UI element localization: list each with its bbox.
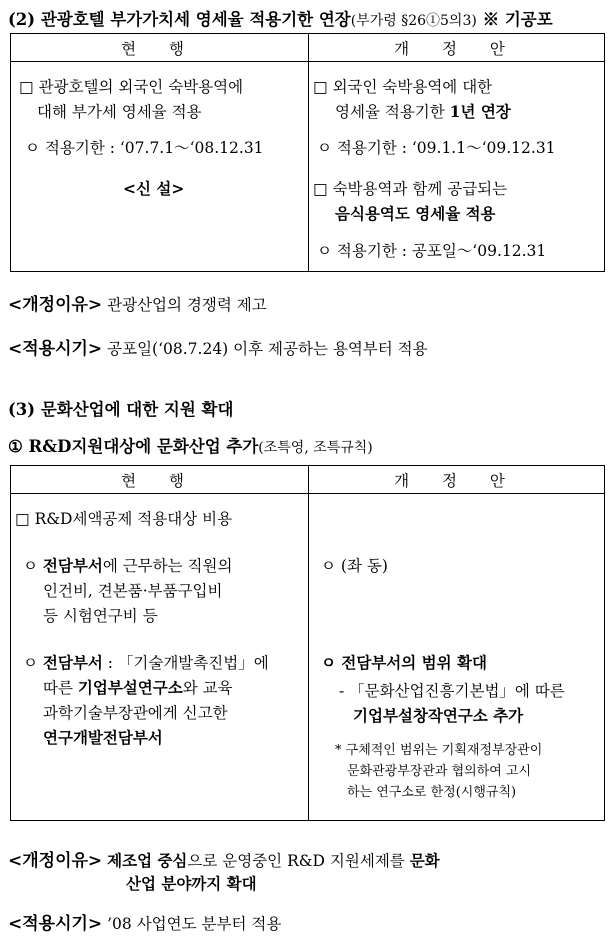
section-3-title: (3) 문화산업에 대한 지원 확대 (8, 400, 234, 419)
header-current: 현 행 (11, 34, 309, 62)
note-line-3: 하는 연구소로 한정(시행규칙) (347, 785, 517, 800)
proposed-item-2-line-2: 음식용역도 영세율 적용 (335, 204, 496, 223)
section-2-title: (2) 관광호텔 부가가치세 영세율 적용기한 연장(부가령 §26①5의3) ※ 기공포 (8, 10, 553, 29)
proposed-line-4: 기업부설창작연구소 추가 (353, 706, 524, 725)
header-proposed-2: 개 정 안 (309, 466, 605, 494)
reason-label: <개정이유> (8, 295, 103, 315)
reason-label-2: <개정이유> (8, 851, 103, 871)
current-line-2: ㅇ 전담부서에 근무하는 직원의 (23, 556, 233, 575)
proposed-line-2: ㅇ 전담부서의 범위 확대 (321, 653, 487, 672)
proposed-period-2: ㅇ 적용기한 : 공포일～‘09.12.31 (317, 242, 547, 260)
header-proposed: 개 정 안 (309, 34, 605, 62)
proposed-item-1-line-2: 영세율 적용기한 1년 연장 (335, 102, 511, 121)
reason-text: 관광산업의 경쟁력 제고 (107, 296, 267, 314)
header-current-2: 현 행 (11, 466, 309, 494)
when-row-2 (8, 909, 281, 934)
proposed-line-1: ㅇ (좌 동) (321, 557, 388, 575)
reason-row-1 (8, 290, 267, 315)
comparison-table-1 (10, 33, 605, 272)
when-row-1 (8, 334, 428, 359)
current-line-1: □ R&D세액공제 적용대상 비용 (15, 510, 233, 528)
current-line-7: 과학기술부장관에게 신고한 (43, 704, 228, 722)
reason-line-2: 산업 분야까지 확대 (126, 874, 257, 893)
note-line-1: * 구체적인 범위는 기획재정부장관이 (335, 743, 543, 758)
new-provision-label: <신 설> (123, 179, 185, 198)
when-label-2: <적용시기> (8, 914, 103, 934)
proposed-item-2-line-1: □ 숙박용역과 함께 공급되는 (313, 180, 508, 198)
when-text: 공포일(‘08.7.24) 이후 제공하는 용역부터 적용 (107, 340, 428, 358)
reason-text-2: 으로 운영중인 R&D 지원세제를 (187, 852, 410, 870)
proposed-period-1: ㅇ 적용기한 : ‘09.1.1～‘09.12.31 (317, 139, 556, 157)
current-line-8: 연구개발전담부서 (43, 728, 163, 747)
reason-emph-1: 제조업 중심 (107, 851, 188, 870)
reason-row-2 (8, 846, 440, 871)
comparison-table-2 (10, 465, 605, 821)
note-line-2: 문화관광부장관과 협의하여 고시 (347, 764, 532, 779)
current-line-4: 등 시험연구비 등 (43, 607, 158, 625)
current-line-5: ㅇ 전담부서 : 「기술개발촉진법」에 (23, 653, 269, 672)
reason-emph-2: 문화 (409, 851, 440, 870)
current-item-1-line-2: 대해 부가세 영세율 적용 (37, 103, 202, 121)
current-line-6: 따른 기업부설연구소와 교육 (43, 678, 233, 697)
current-period: ㅇ 적용기한 : ‘07.7.1～‘08.12.31 (25, 139, 264, 157)
section-3-subtitle: ① R&D지원대상에 문화산업 추가(조특영, 조특규칙) (8, 437, 373, 456)
when-label: <적용시기> (8, 339, 103, 359)
current-line-3: 인건비, 견본품·부품구입비 (43, 582, 223, 600)
current-item-1-line-1: □ 관광호텔의 외국인 숙박용역에 (19, 78, 244, 96)
when-text-2: ’08 사업연도 분부터 적용 (107, 915, 282, 933)
proposed-line-3: - 「문화산업진흥기본법」에 따른 (339, 682, 565, 700)
proposed-item-1-line-1: □ 외국인 숙박용역에 대한 (313, 78, 493, 96)
